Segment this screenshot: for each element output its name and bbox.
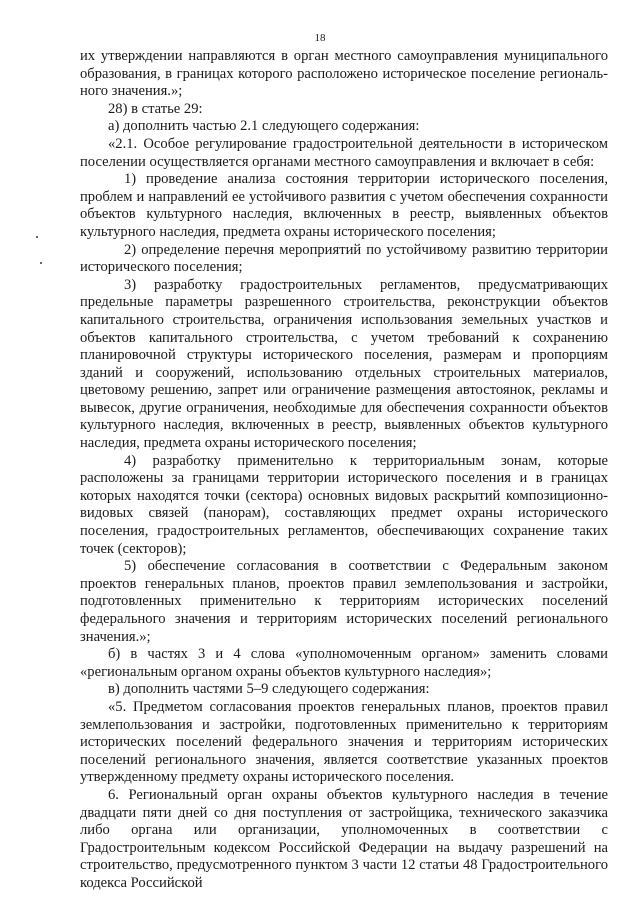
- paragraph: б) в частях 3 и 4 слова «уполномоченным органом» заменить словами «региональным органом охраны объектов культурного наследия»;: [80, 646, 608, 680]
- paragraph: 1) проведение анализа состояния территории исторического поселения, проблем и направлений ее устойчивого развития с учетом обеспечения сохранности объектов культурного наследия, включенных в реестр, выявленных объектов культурного наследия, предмета охраны исторического поселения;: [80, 171, 608, 240]
- paragraph: 2) определение перечня мероприятий по устойчивому развитию территории исторического поселения;: [80, 241, 608, 276]
- scan-speck: [40, 262, 42, 264]
- paragraph: а) дополнить частью 2.1 следующего содержания:: [108, 118, 420, 135]
- paragraph: 4) разработку применительно к территориальным зонам, которые расположены за границами территории исторического поселения и в границах которых находятся точки (сектора) основных видовых раскрытий композиционно-видовых связей (панорам), составляющих предмет охраны исторического поселения, градостроительных регламентов, обеспечивающих сохранение таких точек (секторов);: [80, 452, 608, 557]
- page-number: 18: [314, 32, 326, 44]
- paragraph: 28) в статье 29:: [108, 100, 203, 117]
- paragraph: их утверждении направляются в орган местного самоуправления муниципального образования, в границах которого расположено историческое поселение региональ-ного значения.»;: [80, 48, 608, 100]
- paragraph: 3) разработку градостроительных регламентов, предусматривающих предельные параметры разрешенного строительства, реконструкции объектов капитального строительства, ограничения использования земельных участков и объектов капитального строительства, с учетом требований к сохранению планировочной структуры исторического поселения, размерам и пропорциям зданий и сооружений, использованию отдельных строительных материалов, цветовому решению, запрет или ограничение размещения автостоянок, рекламы и вывесок, другие ограничения, необходимые для обеспечения сохранности объектов культурного наследия, включенных в реестр, выявленных объектов культурного наследия, предмета охраны исторического поселения;: [80, 276, 608, 452]
- paragraph: «5. Предметом согласования проектов генеральных планов, проектов правил землепользования и застройки, подготовленных применительно к территориям исторических поселений федерального значения и территориям исторических поселений регионального значения, является соответствие указанных проектов утвержденному предмету охраны исторического поселения.: [80, 698, 608, 786]
- paragraph: «2.1. Особое регулирование градостроительной деятельности в историческом поселении осуществляется органами местного самоуправления и включает в себя:: [80, 135, 608, 170]
- paragraph: в) дополнить частями 5–9 следующего содержания:: [108, 681, 430, 698]
- paragraph: 6. Региональный орган охраны объектов культурного наследия в течение двадцати пяти дней со дня поступления от застройщика, технического заказчика либо органа или организации, уполномоченных в соответствии с Градостроительным кодексом Российской Федерации на выдачу разрешений на строительство, предусмотренного пунктом 3 части 12 статьи 48 Градостроительного кодекса Российской: [80, 786, 608, 891]
- scan-speck: [36, 236, 38, 238]
- body-text: [80, 48, 608, 893]
- paragraph: 5) обеспечение согласования в соответствии с Федеральным законом проектов генеральных планов, проектов правил землепользования и застройки, подготовленных применительно к территориям исторических поселений федерального значения и территориям исторических поселений регионального значения.»;: [80, 558, 608, 645]
